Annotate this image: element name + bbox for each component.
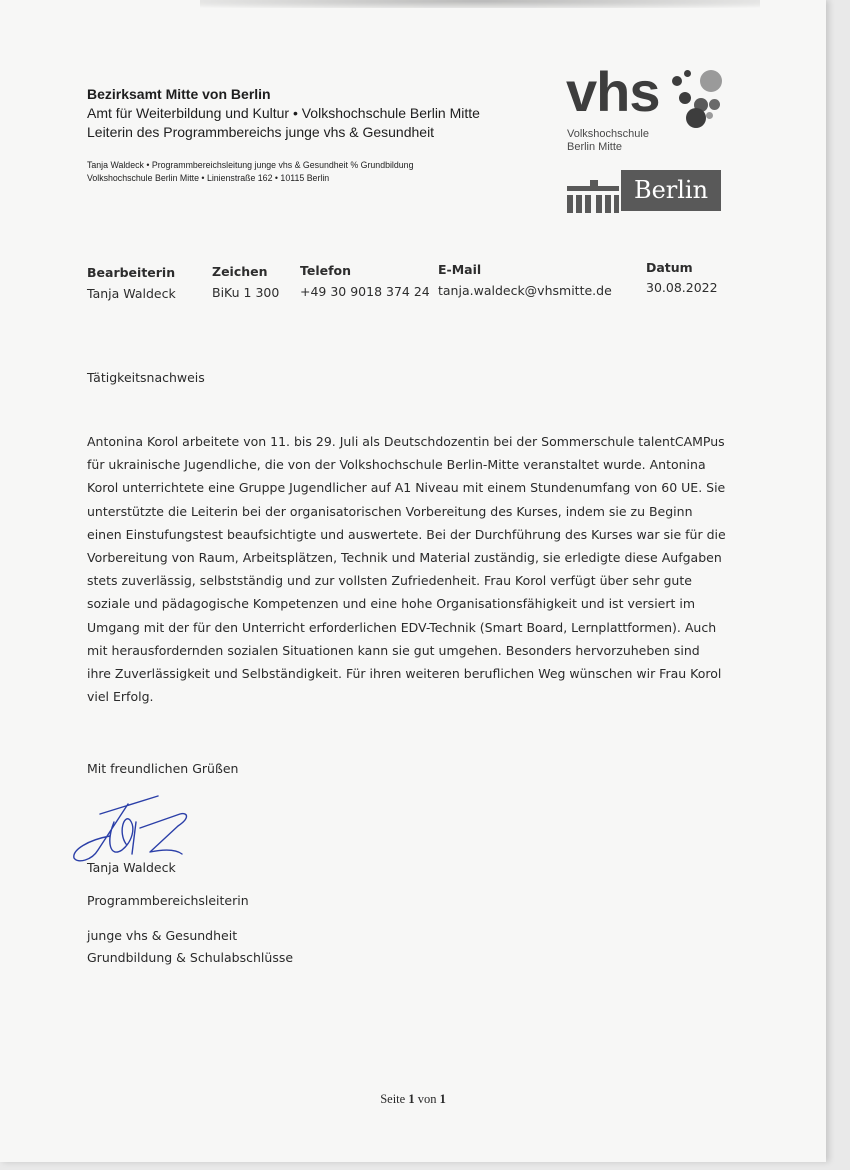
- footer-total: 1: [439, 1092, 446, 1106]
- signer-name: Tanja Waldeck: [87, 860, 176, 875]
- vhs-logo-sub-1: Volkshochschule: [567, 128, 649, 140]
- meta-label-zeichen: Zeichen: [212, 264, 268, 279]
- meta-label-email: E-Mail: [438, 262, 482, 277]
- signer-role-1: Programmbereichsleiterin: [87, 893, 249, 908]
- return-address-line-1: Tanja Waldeck • Programmbereichsleitung junge vhs & Gesundheit % Grundbildung: [87, 160, 414, 170]
- sender-line-2: Leiterin des Programmbereichs junge vhs & Gesundheit: [87, 124, 435, 140]
- return-address-line-2: Volkshochschule Berlin Mitte • Linienstraße 162 • 10115 Berlin: [87, 173, 330, 183]
- page-footer: [0, 1092, 826, 1107]
- signer-role-3: Grundbildung & Schulabschlüsse: [87, 950, 294, 965]
- letter-body: Antonina Korol arbeitete von 11. bis 29. Juli als Deutschdozentin bei der Sommerschule talentCAMPus für ukrainische Jugendliche, die von der Volkshochschule Berlin-Mitte veranstaltet wurde. Antonina Korol unterrichtete eine Gruppe Jugendlicher auf A1 Niveau mit einem Stundenumfang von 60 UE. Sie unterstützte die Leiterin bei der organisatorischen Vorbereitung des Kurses, indem sie zu Beginn einen Einstufungstest beaufsichtigte und auswertete. Bei der Durchführung des Kurses war sie für die Vorbereitung von Raum, Arbeitsplätzen, Technik und Material zuständig, sie erledigte diese Aufgaben stets zuverlässig, selbstständig und zur vollsten Zufriedenheit. Frau Korol verfügt über sehr gute soziale und pädagogische Kompetenzen und eine hohe Organisationsfähigkeit und ist versiert im Umgang mit der für den Unterricht erforderlichen EDV-Technik (Smart Board, Lernplattformen). Auch mit herausfordernden sozialen Situationen kann sie gut umgehen. Besonders hervorzuheben sind ihre Zuverlässigkeit und Selbständigkeit. Für ihren weiteren beruflichen Weg wünschen wir Frau Korol viel Erfolg.: [87, 434, 726, 705]
- vhs-logo-word: vhs: [566, 60, 660, 123]
- meta-value-zeichen: BiKu 1 300: [212, 285, 280, 300]
- meta-value-telefon: +49 30 9018 374 24: [300, 284, 430, 299]
- vhs-logo-sub-2: Berlin Mitte: [567, 141, 623, 153]
- scan-shadow: [200, 0, 760, 8]
- footer-mid: von: [417, 1092, 437, 1106]
- footer-prefix: Seite: [380, 1092, 406, 1106]
- letter-closing: Mit freundlichen Grüßen: [87, 761, 239, 776]
- meta-label-bearbeiterin: Bearbeiterin: [87, 265, 176, 280]
- meta-label-telefon: Telefon: [300, 263, 352, 278]
- meta-value-bearbeiterin: Tanja Waldeck: [87, 286, 176, 301]
- sender-line-1: Amt für Weiterbildung und Kultur • Volkshochschule Berlin Mitte: [87, 105, 480, 121]
- letter-subject: Tätigkeitsnachweis: [87, 370, 205, 385]
- meta-label-datum: Datum: [646, 260, 693, 275]
- berlin-logo-word: Berlin: [621, 170, 721, 211]
- footer-page: 1: [408, 1092, 415, 1106]
- meta-value-email: tanja.waldeck@vhsmitte.de: [438, 283, 612, 298]
- signer-role-2: junge vhs & Gesundheit: [87, 928, 238, 943]
- sender-org: Bezirksamt Mitte von Berlin: [87, 86, 271, 102]
- meta-value-datum: 30.08.2022: [646, 280, 718, 295]
